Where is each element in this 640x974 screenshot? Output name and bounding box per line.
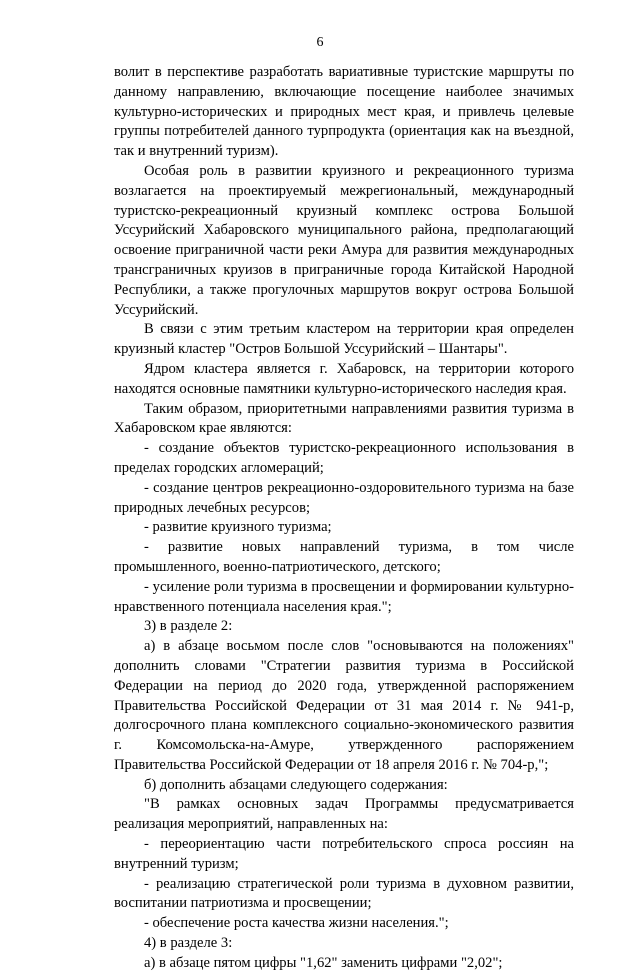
list-item: - создание объектов туристско-рекреационного использования в пределах городских агломераций; xyxy=(114,440,574,476)
paragraph-cruise-complex: Особая роль в развитии круизного и рекреационного туризма возлагается на проектируемый межрегиональный, международный туристско-рекреационный круизный комплекс острова Большой Уссурийский Хабаровского муниципального района, предполагающий освоение приграничной части реки Амура для развития международных трансграничных круизов в приграничные города Китайской Народной Республики, а также прогулочных маршрутов вокруг острова Большой Уссурийский. xyxy=(114,162,574,318)
paragraph-third-cluster: В связи с этим третьим кластером на территории края определен круизный кластер "Остров Большой Уссурийский – Шантары". xyxy=(114,321,574,358)
paragraph-cluster-core: Ядром кластера является г. Хабаровск, на территории которого находятся основные памятники культурно-исторического наследия края. xyxy=(114,360,574,397)
list-item: - развитие круизного туризма; xyxy=(144,519,332,536)
list-item: - обеспечение роста качества жизни населения."; xyxy=(144,915,449,932)
document-body xyxy=(114,63,574,974)
list-item: - развитие новых направлений туризма, в том числе промышленного, военно-патриотического, детского; xyxy=(114,539,574,575)
paragraph-priorities-intro: Таким образом, приоритетными направлениями развития туризма в Хабаровском крае являются: xyxy=(114,400,574,437)
list-item: - реализацию стратегической роли туризма в духовном развитии, воспитании патриотизма и просвещении; xyxy=(114,875,574,912)
page-number: 6 xyxy=(316,35,324,50)
paragraph-continuation: волит в перспективе разработать вариативные туристские маршруты по данному направлению, включающие посещение наиболее значимых культурно-исторических и природных мест края, и привлечь целевые группы потребителей данного турпродукта (ориентация как на въездной, так и внутренний туризм). xyxy=(114,64,574,160)
amendment-a: а) в абзаце восьмом после слов "основываются на положениях" дополнить словами "Стратегии развития туризма в Российской Федерации на период до 2020 года, утвержденной распоряжением Правительства Российской Федерации от 31 мая 2014 г. № 941-р, долгосрочного плана комплексного социально-экономического развития г. Комсомольска-на-Амуре, утвержденного распоряжением Правительства Российской Федерации от 18 апреля 2016 г. № 704-р,"; xyxy=(114,638,574,773)
section-heading: 3) в разделе 2: xyxy=(144,618,233,635)
list-item: - усиление роли туризма в просвещении и формировании культурно-нравственного потенциала населения края."; xyxy=(114,578,574,615)
amendment-a: а) в абзаце пятом цифры "1,62" заменить цифрами "2,02"; xyxy=(144,954,503,971)
list-item: - создание центров рекреационно-оздоровительного туризма на базе природных лечебных ресурсов; xyxy=(114,479,574,516)
amendment-b: б) дополнить абзацами следующего содержания: xyxy=(144,776,448,793)
quoted-text: "В рамках основных задач Программы предусматривается реализация мероприятий, направленных на: xyxy=(114,796,574,833)
section-heading: 4) в разделе 3: xyxy=(144,935,233,952)
list-item: - переориентацию части потребительского спроса россиян на внутренний туризм; xyxy=(114,836,574,872)
